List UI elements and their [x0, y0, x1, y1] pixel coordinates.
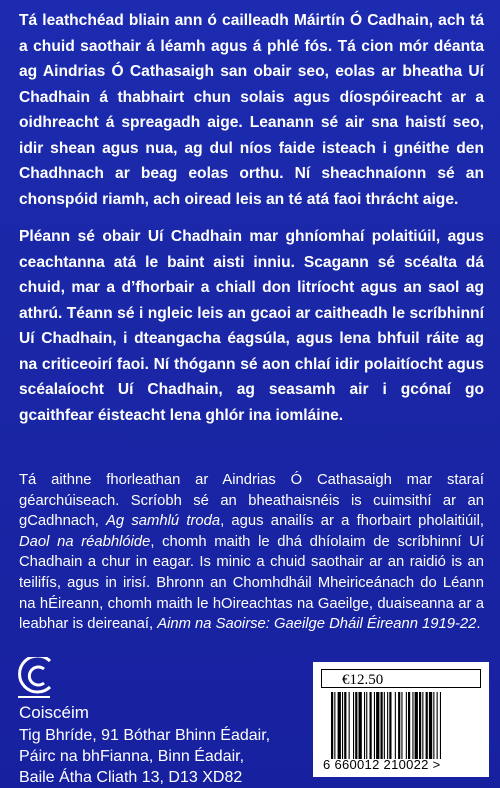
barcode-bar [349, 692, 350, 759]
barcode-bar [338, 692, 341, 759]
barcode-bar [412, 692, 413, 759]
barcode-bars [331, 692, 471, 759]
barcode-bar [408, 692, 410, 759]
barcode-bar [426, 692, 428, 759]
bio-text: , agus anailís ar a fhorbairt pholaitiúil, [220, 513, 484, 530]
barcode-bar [355, 692, 357, 759]
barcode-bar [433, 692, 434, 759]
barcode-bar [398, 692, 400, 759]
barcode-panel [313, 662, 489, 777]
publisher-name: Coiscéim [19, 703, 89, 722]
book-title: Daol na réabhlóide [19, 533, 151, 550]
barcode-bar [381, 692, 383, 759]
barcode-bar [437, 692, 438, 759]
barcode-bar [331, 692, 333, 759]
barcode-bar [415, 692, 418, 759]
barcode-bar [419, 692, 421, 759]
address-line: Páirc na bhFianna, Binn Éadair, [19, 748, 245, 765]
blurb-paragraph-2: Pléann sé obair Uí Chadhain mar ghníomhaí polaitiúil, agus ceachtanna atá le baint aisti inniu. Scagann sé scéalta dá chuid, mar a d’fhorbair a chiall don litríocht agus an saol ag athrú. Téann sé i ngleic leis an gcaoi ar caitheadh le scríbhinní Uí Chadhain, i dteangacha éagsúla, agus lena bhfuil ráite ag na criticeoirí faoi. Ní thógann sé aon chlaí idir polaitíocht agus scéalaíocht Uí Chadhain, ag seasamh air i gcónaí go gcaithfear éisteacht lena ghlór ina iomláine. [19, 228, 484, 424]
publisher-logo-icon [14, 657, 54, 699]
barcode-bar [353, 692, 354, 759]
barcode-bar [429, 692, 432, 759]
blurb-paragraph-1: Tá leathchéad bliain ann ó cailleadh Máirtín Ó Cadhain, ach tá a chuid saothair á léamh agus á phlé fós. Tá cion mór déanta ag Aindrias Ó Cathasaigh san obair seo, eolas ar bheatha Uí Chadhain á thabhairt chun solais agus díospóireacht ar a oidhreacht á spreagadh aige. Leanann sé air sna haistí seo, idir shean agus nua, ag dul níos faide isteach i gnéithe den Chadhnach ar beag eolas orthu. Ní sheachnaíonn sé an chonspóid riamh, ach oiread leis an té atá faoi thrácht aige. [19, 12, 484, 208]
price-label: €12.50 [342, 672, 384, 688]
barcode-bar [344, 692, 346, 759]
barcode-bar [406, 692, 407, 759]
address-line: Tig Bhríde, 91 Bóthar Bhinn Éadair, [19, 727, 271, 744]
barcode-bar [366, 692, 367, 759]
bio-text: , chomh maith le dhá dhíolaim de scríbhinní Uí Chadhain a chur in eagar. Is minic a chuid saothair ar an raidió is an teilifís, agus in irisí. Bhronn an Chomhdháil Mheiriceánach do Léann na hÉireann, chomh maith le hOireachtas na Gaeilge, duaiseanna ar a leabhar is deireanaí, [19, 533, 484, 633]
bio-text: . [476, 616, 481, 633]
barcode-bar [389, 692, 391, 759]
barcode-bar [387, 692, 388, 759]
barcode-bar [374, 692, 375, 759]
barcode-bar [364, 692, 365, 759]
barcode-bar [395, 692, 396, 759]
barcode-bar [359, 692, 362, 759]
barcode-bar [342, 692, 343, 759]
barcode-bar [440, 692, 441, 759]
book-title: Ainm na Saoirse: Gaeilge Dháil Éireann 1919-22 [157, 616, 477, 633]
barcode-bar [422, 692, 423, 759]
barcode-bar [401, 692, 402, 759]
publisher-address [19, 725, 270, 788]
author-bio [19, 470, 484, 635]
address-line: Baile Átha Cliath 13, D13 XD82 [19, 769, 243, 786]
book-title: Ag samhlú troda [106, 513, 221, 530]
barcode-bar [376, 692, 379, 759]
barcode-bar [370, 692, 372, 759]
barcode-bar [384, 692, 385, 759]
barcode-digits: 6 660012 210022 > [323, 757, 441, 772]
barcode-bar [334, 692, 335, 759]
bio-text: Tá aithne fhorleathan ar Aindrias Ó Cathasaigh mar staraí géarchúiseach. Scríobh sé an bheathaisnéis is cuimsithí ar an gCadhnach, [19, 472, 484, 530]
